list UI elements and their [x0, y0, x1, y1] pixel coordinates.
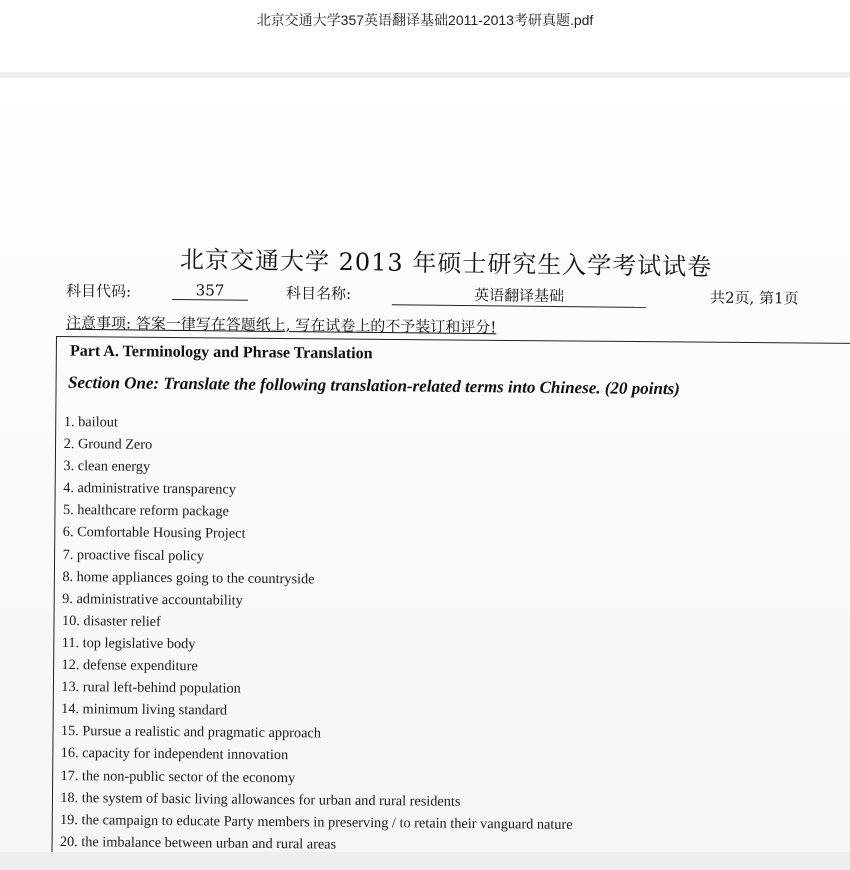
list-item: 13. rural left-behind population: [61, 679, 241, 697]
list-item: 9. administrative accountability: [62, 590, 243, 609]
list-item: 7. proactive fiscal policy: [62, 546, 205, 564]
exam-title: 北京交通大学 2013 年硕士研究生入学考试试卷: [179, 245, 713, 282]
list-item: 8. home appliances going to the countryside: [62, 568, 315, 588]
list-item: 18. the system of basic living allowances for urban and rural residents: [60, 789, 461, 810]
list-item: 11. top legislative body: [61, 634, 196, 653]
list-item: 10. disaster relief: [61, 612, 161, 630]
terms-list: [60, 411, 577, 852]
list-item: 19. the campaign to educate Party members in preserving / to retain their vanguard nature: [60, 811, 573, 833]
document-title-bar: [0, 0, 850, 72]
scanned-page[interactable]: [0, 78, 850, 852]
list-item: 3. clean energy: [63, 458, 151, 476]
list-item: 15. Pursue a realistic and pragmatic approach: [60, 723, 322, 742]
list-item: 12. defense expenditure: [61, 657, 198, 675]
page-info: 共2页, 第1页: [709, 288, 799, 308]
section-heading: Section One: Translate the following translation-related terms into Chinese. (20 points): [67, 372, 680, 399]
part-heading: Part A. Terminology and Phrase Translation: [69, 342, 373, 363]
list-item: 14. minimum living standard: [61, 701, 228, 719]
document-title: 北京交通大学357英语翻译基础2011-2013考研真题.pdf: [256, 12, 594, 28]
subject-code-label: 科目代码:: [65, 281, 132, 301]
list-item: 2. Ground Zero: [63, 436, 153, 453]
list-item: 17. the non-public sector of the economy: [60, 767, 296, 786]
list-item: 5. healthcare reform package: [62, 502, 230, 520]
list-item: 1. bailout: [63, 413, 118, 431]
exam-notice: 注意事项: 答案一律写在答题纸上, 写在试卷上的不予装订和评分!: [65, 313, 497, 337]
list-item: 4. administrative transparency: [63, 480, 237, 498]
subject-code: 357: [172, 281, 248, 301]
list-item: 16. capacity for independent innovation: [60, 745, 289, 764]
subject-name-label: 科目名称:: [285, 284, 352, 303]
bottom-divider: [0, 852, 850, 870]
subject-name: 英语翻译基础: [392, 283, 646, 308]
list-item: 6. Comfortable Housing Project: [62, 524, 246, 543]
list-item: 20. the imbalance between urban and rural areas: [59, 833, 337, 852]
